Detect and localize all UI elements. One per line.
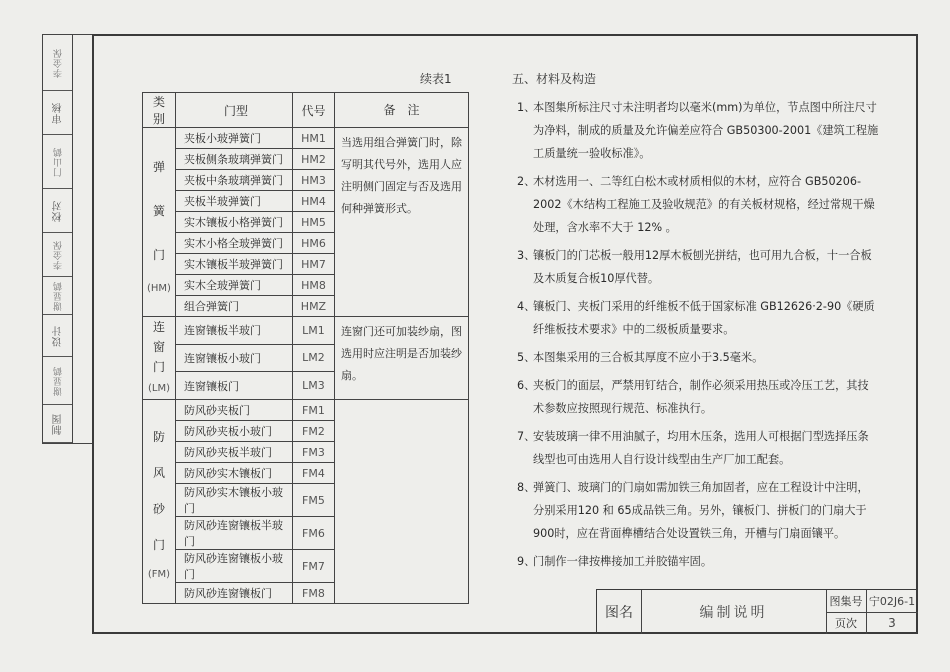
door-code-cell: FM3 — [292, 442, 334, 463]
signature-text: 谢显鹤 — [53, 365, 64, 396]
category-char: 门 — [152, 248, 165, 262]
category-code: (HM) — [147, 283, 171, 294]
door-code-cell: HM4 — [292, 191, 334, 212]
role-cell — [43, 189, 73, 233]
category-cell — [143, 128, 176, 317]
door-code-cell: FM1 — [292, 400, 334, 421]
role-cell — [43, 405, 73, 443]
header-type: 门型 — [175, 93, 292, 128]
door-code-cell: FM6 — [292, 517, 334, 550]
door-type-cell: 连窗镶板小玻门 — [175, 344, 292, 372]
door-type-cell: 实木全玻弹簧门 — [175, 275, 292, 296]
role-label: 审核 — [52, 101, 64, 124]
note-number: 8、 — [517, 481, 536, 494]
door-code-cell: FM5 — [292, 484, 334, 517]
category-char: 弹 — [152, 160, 165, 174]
door-code-cell: FM8 — [292, 583, 334, 604]
remark-cell — [334, 400, 468, 604]
role-cell — [43, 91, 73, 135]
door-code-cell: LM1 — [292, 317, 334, 345]
note-number: 2、 — [517, 175, 536, 188]
header-code: 代号 — [292, 93, 334, 128]
door-code-cell: HM2 — [292, 149, 334, 170]
signature-cell — [43, 277, 73, 315]
note-text: 镶板门的门芯板一般用12厚木板刨光拼结，也可用九合板，十一合板及木质复合板10厚代替。 — [533, 249, 872, 285]
note-text: 安装玻璃一律不用油腻子，均用木压条，选用人可根据门型选择压条线型也可由选用人自行设计线型由生产厂加工配套。 — [533, 430, 869, 466]
note-number: 9、 — [517, 555, 536, 568]
table-caption: 续表1 — [420, 72, 452, 86]
atlas-number-label: 图集号 — [826, 590, 867, 613]
signature-cell — [43, 233, 73, 277]
category-char: 防 — [152, 429, 165, 444]
note-text: 夹板门的面层，严禁用钉结合，制作必须采用热压或冷压工艺，其技术参数应按照现行规范、标准执行。 — [533, 379, 869, 415]
note-item — [517, 96, 879, 165]
drawing-title: 编制说明 — [641, 590, 827, 634]
category-code: (LM) — [147, 383, 170, 394]
note-text: 本图集采用的三合板其厚度不应小于3.5毫米。 — [533, 351, 764, 364]
table-header-row — [143, 93, 469, 128]
table-row — [143, 317, 469, 345]
door-type-cell: 防风砂连窗镶板小玻门 — [175, 550, 292, 583]
header-note: 备 注 — [334, 93, 468, 128]
page-number-value: 3 — [888, 616, 896, 630]
sidebar-margin — [72, 34, 92, 444]
category-cell — [143, 400, 176, 604]
note-text: 门制作一律按榫接加工并胶锚牢固。 — [533, 555, 713, 568]
door-code-cell: LM3 — [292, 372, 334, 400]
door-type-cell: 组合弹簧门 — [175, 296, 292, 317]
door-type-table — [142, 92, 469, 604]
note-text: 镶板门、夹板门采用的纤维板不低于国家标准 GB12626·2-90《硬质纤维板技术要求》中的二级板质量要求。 — [533, 300, 875, 336]
header-category: 类别 — [143, 93, 176, 128]
door-type-cell: 防风砂实木镶板门 — [175, 463, 292, 484]
note-text: 木材选用一、二等红白松木或材质相似的木材，应符合 GB50206-2002《木结构工程施工及验收规范》的有关板材规格，经过常规干燥处理，含水率不大于 12% 。 — [533, 175, 875, 234]
note-number: 6、 — [517, 379, 536, 392]
signature-cell — [43, 357, 73, 405]
category-char: 连 — [152, 320, 165, 334]
remark-cell: 连窗门还可加装纱扇，图选用时应注明是否加装纱扇。 — [334, 317, 468, 400]
door-type-cell: 防风砂夹板门 — [175, 400, 292, 421]
section-title: 五、材料及构造 — [512, 72, 597, 86]
title-block — [596, 589, 918, 634]
signature-cell — [43, 35, 73, 91]
door-type-cell: 夹板半玻弹簧门 — [175, 191, 292, 212]
category-char: 砂 — [152, 501, 165, 516]
note-text: 弹簧门、玻璃门的门扇如需加铁三角加固者，应在工程设计中注明，分别采用120 和 65成品铁三角。另外，镶板门、拼板门的门扇大于 900时，应在背面榫槽结合处设置铁三角，开槽与门扇面镶平。 — [533, 481, 869, 540]
door-type-cell: 防风砂夹板小玻门 — [175, 421, 292, 442]
door-type-cell: 夹板侧条玻璃弹簧门 — [175, 149, 292, 170]
door-type-cell: 实木镶板半玻弹簧门 — [175, 254, 292, 275]
note-item — [517, 244, 879, 290]
door-code-cell: HM6 — [292, 233, 334, 254]
signature-cell — [43, 135, 73, 189]
door-code-cell: HM5 — [292, 212, 334, 233]
category-char: 门 — [152, 360, 165, 374]
page-number-label: 页次 — [826, 612, 867, 634]
note-item — [517, 425, 879, 471]
note-item — [517, 170, 879, 239]
category-char: 簧 — [152, 204, 165, 218]
title-label: 图名 — [597, 590, 642, 634]
note-item — [517, 295, 879, 341]
note-item — [517, 374, 879, 420]
note-item — [517, 550, 879, 573]
door-type-cell: 实木镶板小格弹簧门 — [175, 212, 292, 233]
door-type-cell: 连窗镶板半玻门 — [175, 317, 292, 345]
table-row — [143, 400, 469, 421]
door-code-cell: HMZ — [292, 296, 334, 317]
door-code-cell: FM4 — [292, 463, 334, 484]
category-char: 风 — [152, 465, 165, 480]
signature-text: 李金保 — [53, 239, 64, 270]
role-cell — [43, 315, 73, 357]
role-label: 制图 — [52, 412, 64, 435]
note-number: 1、 — [517, 101, 536, 114]
role-label: 校对 — [52, 199, 64, 222]
note-item — [517, 476, 879, 545]
approval-sidebar — [42, 34, 72, 444]
note-number: 7、 — [517, 430, 536, 443]
materials-notes — [517, 96, 879, 578]
door-code-cell: LM2 — [292, 344, 334, 372]
door-type-cell: 夹板中条玻璃弹簧门 — [175, 170, 292, 191]
door-code-cell: HM1 — [292, 128, 334, 149]
atlas-number-value: 宁02J6-1 — [866, 590, 918, 613]
note-number: 5、 — [517, 351, 536, 364]
door-type-cell: 夹板小玻弹簧门 — [175, 128, 292, 149]
signature-text: 李金保 — [53, 47, 64, 78]
category-code: (FM) — [147, 568, 171, 580]
door-type-cell: 实木小格全玻弹簧门 — [175, 233, 292, 254]
door-type-cell: 防风砂连窗镶板门 — [175, 583, 292, 604]
door-type-cell: 连窗镶板门 — [175, 372, 292, 400]
note-text: 本图集所标注尺寸未注明者均以毫米(mm)为单位，节点图中所注尺寸为净料，制成的质量及允许偏差应符合 GB50300-2001《建筑工程施工质量统一验收标准》。 — [533, 101, 879, 160]
note-item — [517, 346, 879, 369]
category-char: 门 — [152, 537, 165, 552]
category-cell — [143, 317, 176, 400]
table-row — [143, 128, 469, 149]
door-code-cell: HM8 — [292, 275, 334, 296]
note-number: 4、 — [517, 300, 536, 313]
door-code-cell: FM2 — [292, 421, 334, 442]
role-label: 设计 — [52, 324, 64, 347]
door-type-cell: 防风砂夹板半玻门 — [175, 442, 292, 463]
signature-text: 门山鹤 — [53, 146, 64, 177]
category-char: 窗 — [152, 340, 165, 354]
door-type-cell: 防风砂连窗镶板半玻门 — [175, 517, 292, 550]
note-number: 3、 — [517, 249, 536, 262]
remark-cell: 当选用组合弹簧门时，除写明其代号外，选用人应注明侧门固定与否及选用何种弹簧形式。 — [334, 128, 468, 317]
door-code-cell: FM7 — [292, 550, 334, 583]
door-type-cell: 防风砂实木镶板小玻门 — [175, 484, 292, 517]
door-code-cell: HM3 — [292, 170, 334, 191]
door-code-cell: HM7 — [292, 254, 334, 275]
signature-text: 谢显鹤 — [53, 280, 64, 311]
